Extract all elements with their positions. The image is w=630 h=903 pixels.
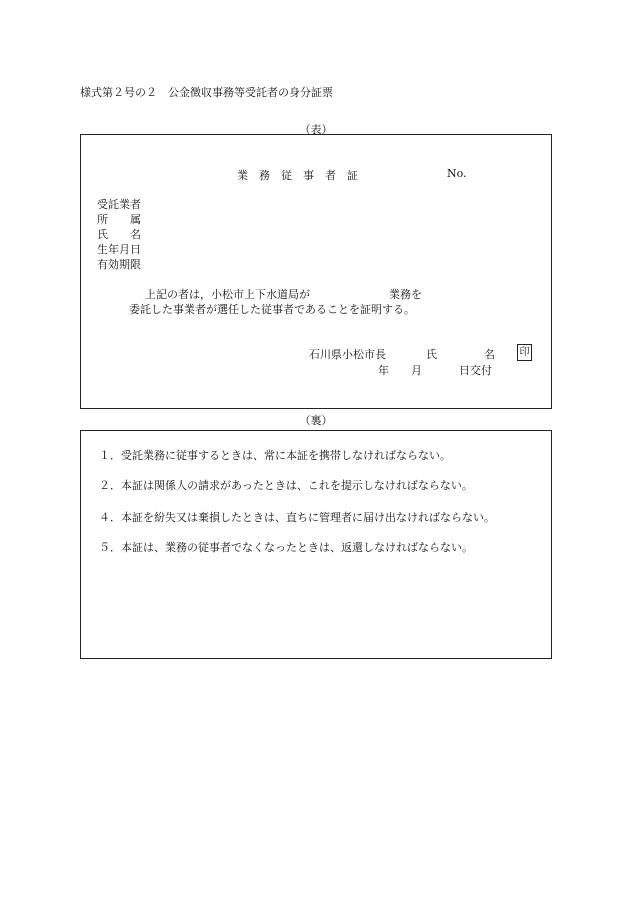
issuer-name-label-family: 氏 bbox=[426, 348, 437, 361]
card-number-label: No. bbox=[447, 167, 467, 180]
note-item: ５．本証は、業務の従事者でなくなったときは、返還しなければならない。 bbox=[99, 541, 473, 554]
back-card bbox=[80, 430, 552, 659]
note-item: ２．本証は関係人の請求があったときは、これを提示しなければならない。 bbox=[99, 479, 473, 492]
front-card bbox=[80, 134, 552, 409]
back-caption: （裏） bbox=[299, 414, 333, 427]
card-title: 業務従事者証 bbox=[237, 169, 369, 182]
issuer-name-label-given: 名 bbox=[484, 348, 495, 361]
field-label-affiliation: 所 属 bbox=[97, 213, 141, 226]
field-label-birthdate: 生年月日 bbox=[97, 243, 141, 256]
issue-date-year: 年 bbox=[378, 364, 389, 377]
certification-text-line2: 委託した事業者が選任した従事者であることを証明する。 bbox=[129, 303, 415, 316]
note-item: ４．本証を紛失又は棄損したときは、直ちに管理者に届け出なければならない。 bbox=[99, 511, 495, 524]
issuer-title: 石川県小松市長 bbox=[309, 348, 386, 361]
issue-date-day: 日交付 bbox=[459, 364, 492, 377]
field-label-contractor: 受託業者 bbox=[97, 198, 141, 211]
note-item: １．受託業務に従事するときは、常に本証を携帯しなければならない。 bbox=[99, 449, 451, 462]
field-label-expiry: 有効期限 bbox=[97, 258, 141, 271]
field-label-name: 氏 名 bbox=[97, 228, 141, 241]
front-caption: （表） bbox=[299, 123, 333, 136]
form-title: 様式第２号の２ 公金徴収事務等受託者の身分証票 bbox=[80, 86, 333, 99]
certification-text-part1: 上記の者は，小松市上下水道局が bbox=[145, 288, 310, 301]
seal-box: 印 bbox=[517, 344, 532, 361]
issue-date-month: 月 bbox=[411, 364, 422, 377]
certification-text-part2: 業務を bbox=[389, 288, 422, 301]
